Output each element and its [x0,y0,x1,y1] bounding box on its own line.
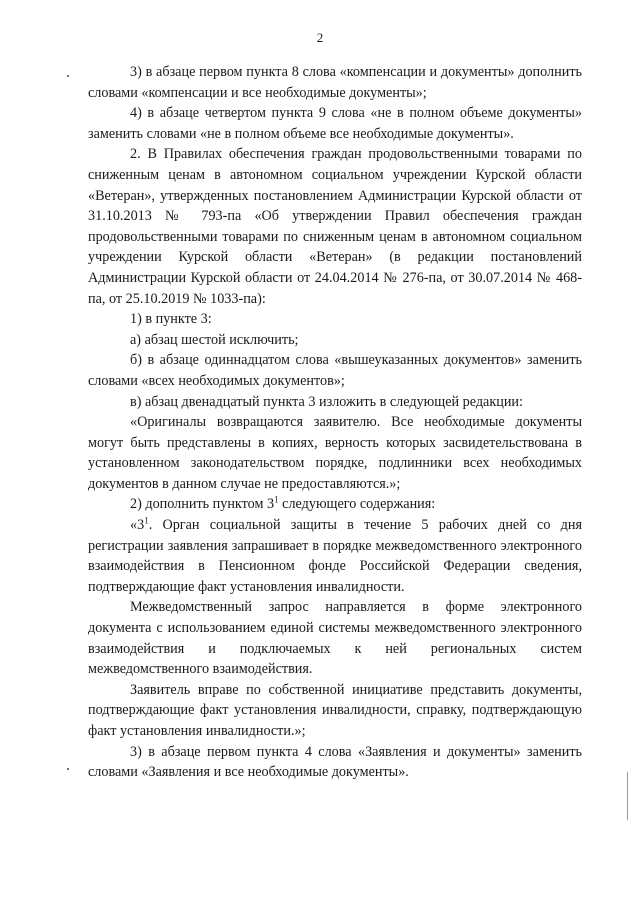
paragraph: в) абзац двенадцатый пункта 3 изложить в следующей редакции: [130,393,523,410]
margin-mark [67,768,69,770]
paragraph: Заявитель вправе по собственной инициативе представить документы, подтверждающие факт установления инвалидности, справку, подтверждающую факт установления инвалидности.»; [88,681,582,739]
paragraph: б) в абзаце одиннадцатом слова «вышеуказанных документов» заменить словами «всех необходимых документов»; [88,352,582,389]
paragraph-text: следующего содержания: [278,496,436,513]
paragraph-text: . Орган социальной защиты в течение 5 рабочих дней со дня регистрации заявления запрашивает в порядке межведомственного электронного взаимодействия в Пенсионном фонде Российской Федерации сведения, подтверждающие факт установления инвалидности. [88,517,582,595]
paragraph: 3) в абзаце первом пункта 4 слова «Заявления и документы» заменить словами «Заявления и все необходимые документы». [88,743,582,781]
paragraph: Межведомственный запрос направляется в форме электронного документа с использованием единой системы межведомственного электронного взаимодействия и подключаемых к ней региональных систем межведомственного взаимодействия. [88,599,582,678]
paragraph: 2. В Правилах обеспечения граждан продовольственными товарами по сниженным ценам в автономном социальном учреждении Курской области «Ветеран», утвержденных постановлением Администрации Курской области от 31.10.2013 № 793-па «Об утверждении Правил обеспечения граждан продовольственными товарами по сниженным ценам в автономном социальном учреждении Курской области «Ветеран» (в редакции постановлений Администрации Курской области от 24.04.2014 № 276-па, от 30.07.2014 № 468-па, от 25.10.2019 № 1033-па): [88,146,582,307]
paragraph-text: 2) дополнить пунктом 3 [130,496,275,513]
margin-mark [627,772,628,820]
paragraph [88,515,582,597]
paragraph: а) абзац шестой исключить; [130,331,299,348]
superscript: 1 [274,494,279,505]
paragraph: 4) в абзаце четвертом пункта 9 слова «не в полном объеме документы» заменить словами «не в полном объеме все необходимые документы». [88,105,582,142]
document-body [88,62,582,783]
paragraph [88,494,582,515]
paragraph-text: «3 [130,517,145,534]
paragraph: «Оригиналы возвращаются заявителю. Все необходимые документы могут быть представлены в копиях, верность которых засвидетельствована в установленном законодательством порядке, подлинники всех необходимых документов в данном случае не предоставляются.»; [88,414,582,492]
paragraph: 3) в абзаце первом пункта 8 слова «компенсации и документы» дополнить словами «компенсации и все необходимые документы»; [88,64,582,101]
paragraph: 1) в пункте 3: [130,311,212,328]
margin-mark [67,75,69,77]
superscript: 1 [144,515,149,526]
page-number: 2 [316,30,324,45]
